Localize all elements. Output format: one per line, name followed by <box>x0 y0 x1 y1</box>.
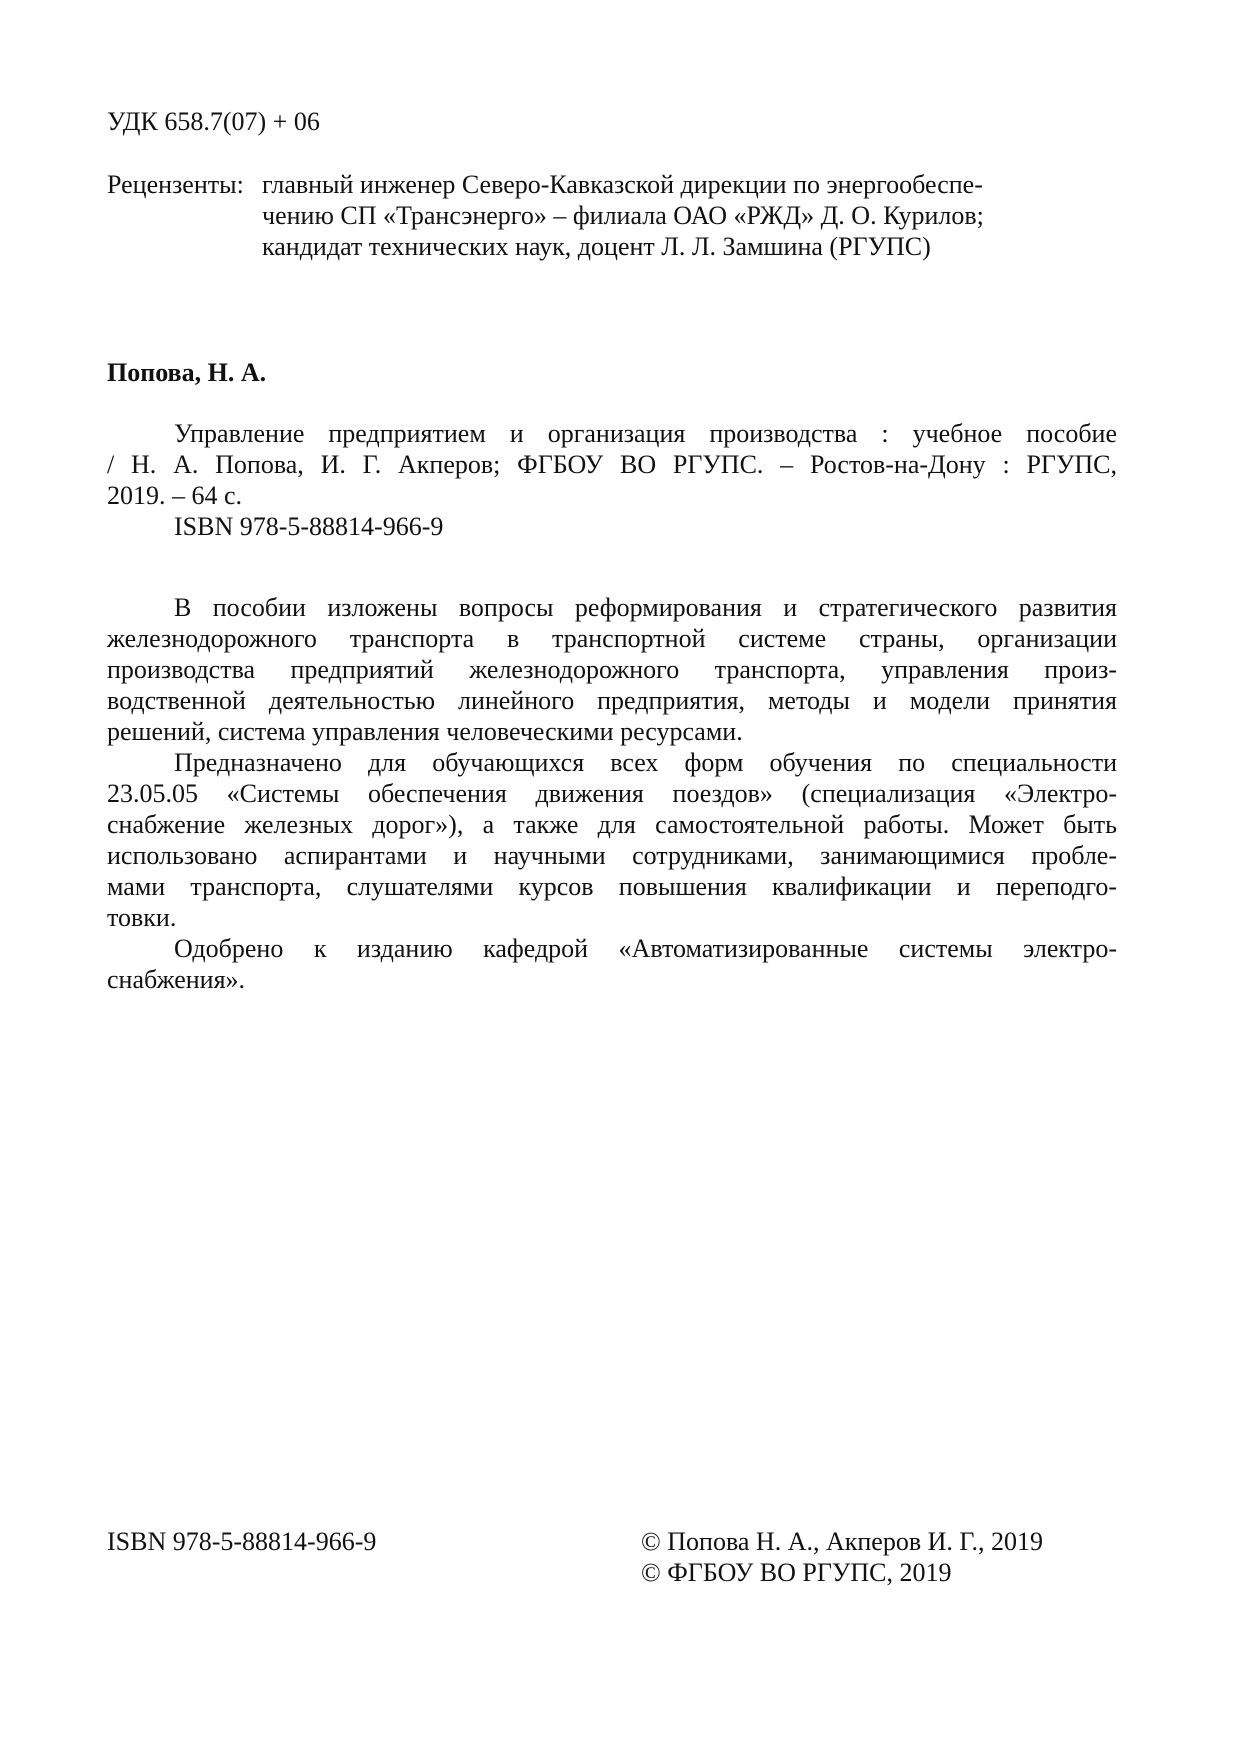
copyright-line: © ФГБОУ ВО РГУПС, 2019 <box>641 1558 952 1587</box>
abstract-line: 23.05.05 «Системы обеспечения движения поездов» (специализация «Электро- <box>107 779 1117 808</box>
abstract-line: решений, система управления человеческими ресурсами. <box>107 717 743 746</box>
biblio-line: Управление предприятием и организация производства : учебное пособие <box>174 419 1117 448</box>
abstract-line: товки. <box>107 903 177 932</box>
biblio-line: 2019. – 64 с. <box>107 481 243 510</box>
biblio-isbn: ISBN 978-5-88814-966-9 <box>174 512 444 541</box>
abstract-line: снабжения». <box>107 965 246 994</box>
reviewer-line: чению СП «Трансэнерго» – филиала ОАО «РЖД» Д. О. Курилов; <box>262 201 984 230</box>
abstract-line: снабжение железных дорог»), а также для самостоятельной работы. Может быть <box>107 810 1117 839</box>
bibliographic-record <box>107 418 1117 542</box>
abstract-line: производства предприятий железнодорожного транспорта, управления произ- <box>107 655 1117 684</box>
abstract-line: В пособии изложены вопросы реформирования и стратегического развития <box>174 593 1117 622</box>
abstract-paragraph-1 <box>107 592 1117 747</box>
abstract-line: Предназначено для обучающихся всех форм обучения по специальности <box>174 748 1117 777</box>
udk-code: УДК 658.7(07) + 06 <box>107 107 320 136</box>
abstract-line: водственной деятельностью линейного предприятия, методы и модели принятия <box>107 686 1117 715</box>
copyright-line: © Попова Н. А., Акперов И. Г., 2019 <box>641 1527 1043 1556</box>
abstract-line: железнодорожного транспорта в транспортной системе страны, организации <box>107 624 1117 653</box>
reviewer-line: кандидат технических наук, доцент Л. Л. Замшина (РГУПС) <box>262 232 931 261</box>
reviewers-label: Рецензенты: <box>107 170 244 199</box>
footer-isbn: ISBN 978-5-88814-966-9 <box>107 1527 377 1556</box>
abstract-line: Одобрено к изданию кафедрой «Автоматизированные системы электро- <box>174 934 1117 963</box>
abstract <box>107 592 1117 995</box>
abstract-paragraph-2 <box>107 747 1117 933</box>
reviewers-text <box>262 169 1092 262</box>
author-heading: Попова, Н. А. <box>107 358 267 387</box>
abstract-paragraph-3 <box>107 933 1117 995</box>
biblio-line: / Н. А. Попова, И. Г. Акперов; ФГБОУ ВО РГУПС. – Ростов-на-Дону : РГУПС, <box>107 450 1117 479</box>
abstract-line: мами транспорта, слушателями курсов повышения квалификации и переподго- <box>107 872 1117 901</box>
copyright-block <box>641 1526 1043 1588</box>
reviewer-line: главный инженер Северо-Кавказской дирекции по энергообеспе- <box>262 170 983 199</box>
abstract-line: использовано аспирантами и научными сотрудниками, занимающимися пробле- <box>107 841 1117 870</box>
